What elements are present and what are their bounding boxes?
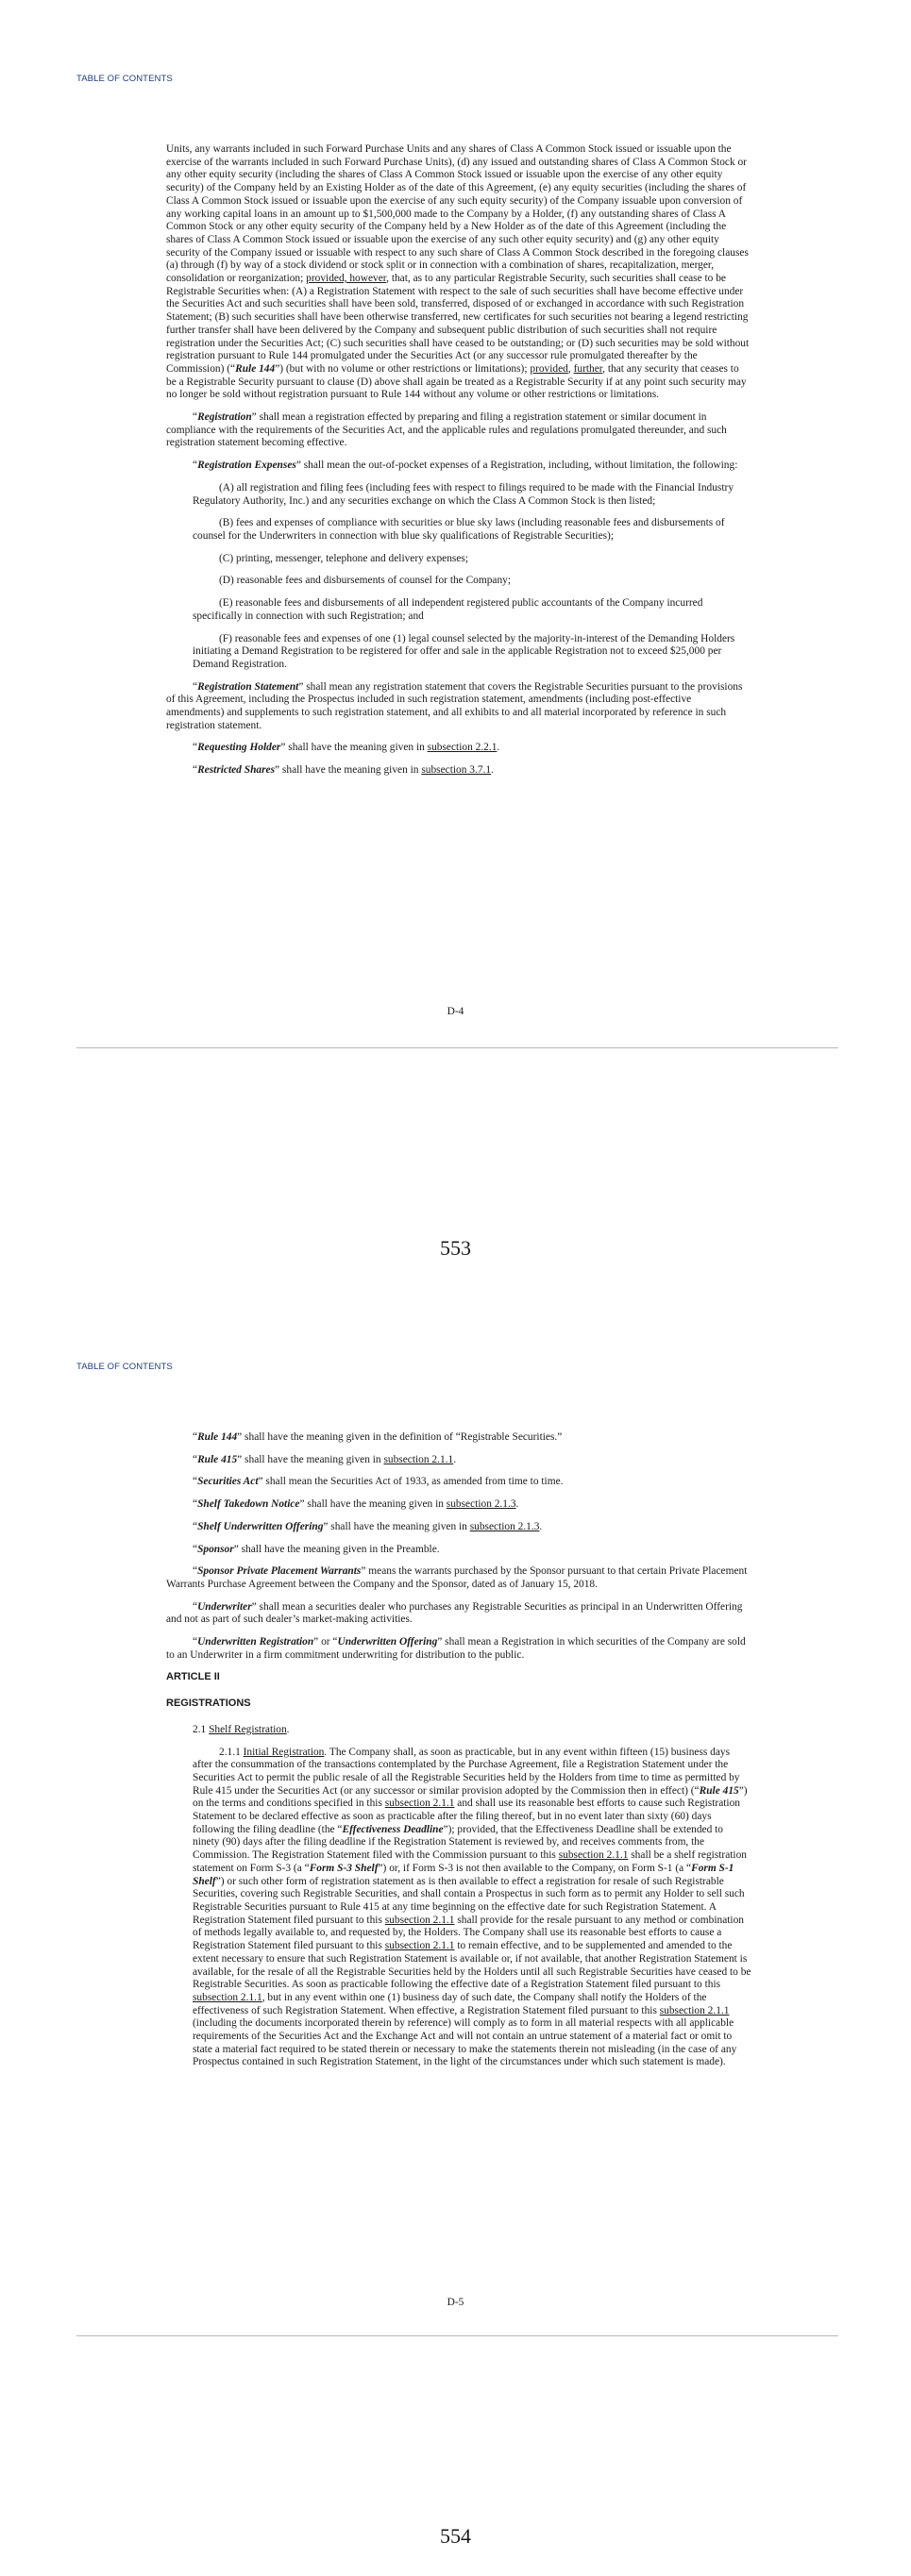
section-2-1-title: Shelf Registration bbox=[209, 1723, 287, 1735]
definition-rule-144: “Rule 144” shall have the meaning given in the definition of “Registrable Securities.” bbox=[193, 1431, 563, 1443]
subsection-2-1-1-ref: subsection 2.1.1 bbox=[558, 1849, 629, 1862]
term-rule-144: Rule 144 bbox=[197, 1431, 238, 1443]
expense-item-b: (B) fees and expenses of compliance with securities or blue sky laws (including reasonable fees and disbursements of counsel for the Underwriters in connection with blue sky qualifications of Registrable Securities); bbox=[193, 517, 725, 542]
expense-item-c: (C) printing, messenger, telephone and delivery expenses; bbox=[219, 552, 468, 564]
page-d5-content bbox=[166, 1431, 751, 2079]
expense-item-f: (F) reasonable fees and expenses of one (1) legal counsel selected by the majority-in-interest of the Demanding Holders initiating a Demand Registration to be registered for offer and sale in the applicable Registration not to exceed $25,000 per Demand Registration. bbox=[193, 632, 735, 670]
term-form-s3-shelf: Form S-3 Shelf bbox=[309, 1862, 379, 1874]
definition-securities-act: “Securities Act” shall mean the Securities Act of 1933, as amended from time to time. bbox=[193, 1476, 564, 1488]
page-number-553: 553 bbox=[440, 1236, 471, 1260]
expense-item-d: (D) reasonable fees and disbursements of counsel for the Company; bbox=[219, 575, 512, 587]
section-2-1-heading: 2.1 Shelf Registration. bbox=[193, 1723, 290, 1735]
subsection-2-1-3-ref: subsection 2.1.3 bbox=[446, 1498, 516, 1511]
page-number-554: 554 bbox=[440, 2524, 471, 2548]
term-restricted-shares: Restricted Shares bbox=[197, 764, 276, 777]
term-securities-act: Securities Act bbox=[197, 1476, 259, 1488]
registrable-securities-continuation: Units, any warrants included in such Forward Purchase Units and any shares of Class A Common Stock issued or issuable upon the exercise of the warrants included in such Forward Purchase Units), (d) any issued and outstanding shares of Class A Common Stock or any other equity security (including the shares of Class A Common Stock issued or issuable upon the exercise of any other equity security) of the Company held by an Existing Holder as of the date of this Agreement, (e) any equity securities (including the shares of Class A Common Stock issued or issuable upon the exercise of any such equity security) of the Company issuable upon conversion of any working capital loans in an amount up to $1,500,000 made to the Company by a Holder, (f) any outstanding shares of Class A Common Stock or any other equity security of the Company held by a New Holder as of the date of this Agreement (including the shares of Class A Common Stock issued or issuable upon the exercise of any such other equity security) and (g) any other equity security of the Company issued or issuable with respect to any such share of Class A Common Stock described in the foregoing clauses (a) through (f) by way of a stock dividend or stock split or in connection with a combination of shares, recapitalization, merger, consolidation or reorganization; provided, however, that, as to any particular Registrable Security, such securities shall cease to be Registrable Securities when: (A) a Registration Statement with respect to the sale of such securities shall have become effective under the Securities Act and such securities shall have been sold, transferred, disposed of or exchanged in accordance with such Registration Statement; (B) such securities shall have been otherwise transferred, new certificates for such securities not bearing a legend restricting further transfer shall have been delivered by the Company and subsequent public distribution of such securities shall not require registration under the Securities Act; (C) such securities shall have ceased to be outstanding; or (D) such securities may be sold without registration pursuant to Rule 144 promulgated under the Securities Act (or any successor rule promulgated thereafter by the Commission) (“Rule 144”) (but with no volume or other restrictions or limitations); provided, further, that any security that ceases to be a Registrable Security pursuant to clause (D) above shall again be treated as a Registrable Security if at any point such security may no longer be sold without registration pursuant to Rule 144 without any volume or other restrictions or limitations. bbox=[166, 143, 750, 401]
page-divider bbox=[76, 1047, 838, 1048]
page-label-d4: D-4 bbox=[447, 1006, 464, 1017]
subsection-2-1-1-ref: subsection 2.1.1 bbox=[193, 1991, 262, 2003]
term-shelf-underwritten-offering: Shelf Underwritten Offering bbox=[197, 1520, 324, 1532]
term-underwriter: Underwriter bbox=[197, 1600, 252, 1613]
subsection-2-1-1-ref: subsection 2.1.1 bbox=[384, 1798, 455, 1810]
definition-shelf-underwritten-offering: “Shelf Underwritten Offering” shall have the meaning given in subsection 2.1.3. bbox=[193, 1520, 543, 1532]
subsection-2-1-1-ref: subsection 2.1.1 bbox=[383, 1453, 454, 1465]
provided-however: provided, however bbox=[306, 273, 387, 285]
definition-sponsor-warrants: “Sponsor Private Placement Warrants” means the warrants purchased by the Sponsor pursuant to that certain Private Placement Warrants Purchase Agreement between the Company and the Sponsor, dated as of January 15, 2018. bbox=[166, 1565, 748, 1590]
term-rule-144: Rule 144 bbox=[235, 362, 276, 375]
registrations-heading: REGISTRATIONS bbox=[166, 1698, 251, 1710]
term-effectiveness-deadline: Effectiveness Deadline bbox=[342, 1823, 444, 1835]
table-of-contents-link[interactable]: TABLE OF CONTENTS bbox=[76, 1362, 173, 1372]
definition-requesting-holder: “Requesting Holder” shall have the meaning given in subsection 2.2.1. bbox=[193, 742, 500, 754]
subsection-2-1-1-ref: subsection 2.1.1 bbox=[384, 1914, 455, 1926]
definition-sponsor: “Sponsor” shall have the meaning given in the Preamble. bbox=[193, 1543, 440, 1555]
term-rule-415: Rule 415 bbox=[197, 1453, 238, 1465]
definition-underwritten-registration: “Underwritten Registration” or “Underwritten Offering” shall mean a Registration in which securities of the Company are sold to an Underwriter in a firm commitment underwriting for distribution to the public. bbox=[166, 1636, 746, 1661]
expense-item-e: (E) reasonable fees and disbursements of all independent registered public accountants of the Company incurred specifically in connection with such Registration; and bbox=[193, 597, 703, 622]
definition-shelf-takedown-notice: “Shelf Takedown Notice” shall have the meaning given in subsection 2.1.3. bbox=[193, 1498, 519, 1511]
section-2-1-1-paragraph: 2.1.1 Initial Registration. The Company shall, as soon as practicable, but in any event within fifteen (15) business days after the consummation of the transactions contemplated by the Purchase Agreement, file a Registration Statement under the Securities Act to permit the public resale of all the Registrable Securities held by the Holders from time to time as permitted by Rule 415 under the Securities Act (or any successor or similar provision adopted by the Commission then in effect) (“Rule 415”) on the terms and conditions specified in this subsection 2.1.1 and shall use its reasonable best efforts to cause such Registration Statement to be declared effective as soon as practicable after the filing thereof, but in no event later than sixty (60) days following the filing deadline (the “Effectiveness Deadline”); provided, that the Effectiveness Deadline shall be extended to ninety (90) days after the filing deadline if the Registration Statement is reviewed by, and receives comments from, the Commission. The Registration Statement filed with the Commission pursuant to this subsection 2.1.1 shall be a shelf registration statement on Form S-3 (a “Form S-3 Shelf”) or, if Form S-3 is not then available to the Company, on Form S-1 (a “Form S-1 Shelf”) or such other form of registration statement as is then available to effect a registration for resale of such Registrable Securities, covering such Registrable Securities, and shall contain a Prospectus in such form as to permit any Holder to sell such Registrable Securities pursuant to Rule 415 at any time beginning on the effective date for such Registration Statement. A Registration Statement filed pursuant to this subsection 2.1.1 shall provide for the resale pursuant to any method or combination of methods legally available to, and requested by, the Holders. The Company shall use its reasonable best efforts to cause a Registration Statement filed pursuant to this subsection 2.1.1 to remain effective, and to be supplemented and amended to the extent necessary to ensure that such Registration Statement is available or, if not available, that another Registration Statement is available, for the resale of all the Registrable Securities held by the Holders until all such Registrable Securities have ceased to be Registrable Securities. As soon as practicable following the effective date of a Registration Statement filed pursuant to this subsection 2.1.1, but in any event within one (1) business day of such date, the Company shall notify the Holders of the effectiveness of such Registration Statement. When effective, a Registration Statement filed pursuant to this subsection 2.1.1 (including the documents incorporated therein by reference) will comply as to form in all material respects with all applicable requirements of the Securities Act and the Exchange Act and will not contain an untrue statement of a material fact or omit to state a material fact required to be stated therein or necessary to make the statements therein not misleading (in the case of any Prospectus contained in such Registration Statement, in the light of the circumstances under which such statement is made). bbox=[193, 1746, 751, 2068]
term-rule-415-inline: Rule 415 bbox=[699, 1784, 739, 1797]
term-registration-expenses: Registration Expenses bbox=[197, 460, 296, 472]
page-label-d5: D-5 bbox=[447, 2297, 464, 2308]
definition-underwriter: “Underwriter” shall mean a securities dealer who purchases any Registrable Securities as principal in an Underwritten Offering and not as part of such dealer’s market-making activities. bbox=[166, 1600, 743, 1626]
article-heading: ARTICLE II bbox=[166, 1671, 220, 1683]
term-sponsor: Sponsor bbox=[197, 1543, 234, 1555]
expense-item-a: (A) all registration and filing fees (including fees with respect to filings required to be made with the Financial Industry Regulatory Authority, Inc.) and any securities exchange on which the Class A Common Stock is then listed; bbox=[193, 481, 734, 507]
term-shelf-takedown-notice: Shelf Takedown Notice bbox=[197, 1498, 300, 1511]
further: further bbox=[573, 362, 603, 375]
subsection-2-2-1-ref: subsection 2.2.1 bbox=[427, 742, 498, 754]
table-of-contents-link[interactable]: TABLE OF CONTENTS bbox=[76, 74, 173, 84]
term-registration-statement: Registration Statement bbox=[197, 680, 299, 693]
definition-rule-415: “Rule 415” shall have the meaning given in subsection 2.1.1. bbox=[193, 1453, 457, 1465]
term-underwritten-offering: Underwritten Offering bbox=[337, 1636, 438, 1648]
term-requesting-holder: Requesting Holder bbox=[197, 742, 281, 754]
page-d5 bbox=[0, 1288, 911, 2576]
subsection-2-1-1-ref: subsection 2.1.1 bbox=[384, 1940, 455, 1952]
term-registration: Registration bbox=[197, 411, 252, 424]
subsection-2-1-3-ref: subsection 2.1.3 bbox=[469, 1520, 540, 1532]
page-divider bbox=[76, 2335, 838, 2336]
term-form-s1-shelf: Form S-1 Shelf bbox=[193, 1862, 734, 1887]
term-underwritten-registration: Underwritten Registration bbox=[197, 1636, 314, 1648]
section-2-1-1-title: Initial Registration bbox=[243, 1746, 325, 1758]
subsection-2-1-1-ref: subsection 2.1.1 bbox=[659, 2004, 730, 2016]
term-sponsor-warrants: Sponsor Private Placement Warrants bbox=[197, 1565, 362, 1578]
subsection-3-7-1-ref: subsection 3.7.1 bbox=[421, 764, 492, 777]
definition-registration-expenses: “Registration Expenses” shall mean the out-of-pocket expenses of a Registration, including, without limitation, the following: bbox=[193, 460, 738, 472]
definition-restricted-shares: “Restricted Shares” shall have the meaning given in subsection 3.7.1. bbox=[193, 764, 494, 777]
definition-registration: “Registration” shall mean a registration effected by preparing and filing a registration statement or similar document in compliance with the requirements of the Securities Act, and the applicable rules and regulations promulgated thereunder, and such registration statement becoming effective. bbox=[166, 411, 727, 449]
definition-registration-statement: “Registration Statement” shall mean any registration statement that covers the Registrable Securities pursuant to the provisions of this Agreement, including the Prospectus included in such registration statement, amendments (including post-effective amendments) and supplements to such registration statement, and all exhibits to and all material incorporated by reference in such registration statement. bbox=[166, 680, 743, 731]
page-d4-content bbox=[166, 143, 751, 787]
provided: provided bbox=[530, 362, 568, 375]
